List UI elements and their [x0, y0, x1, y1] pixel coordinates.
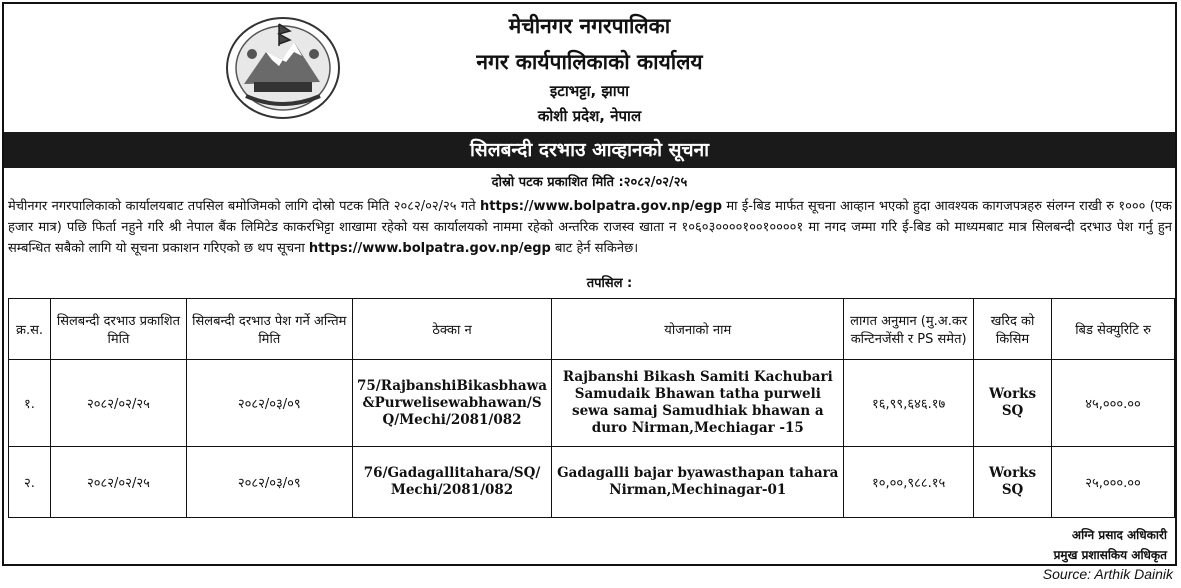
body-text-1: मेचीनगर नगरपालिकाको कार्यालयबाट तपसिल बमोजिमको लागि दोस्रो पटक मिति २०८२/०२/२५ गते: [8, 199, 481, 214]
notice-title-banner: सिलबन्दी दरभाउ आव्हानको सूचना: [4, 132, 1175, 168]
office-location: इटाभट्टा, झापा: [549, 82, 630, 100]
signatory-name: अग्नि प्रसाद अधिकारी: [1071, 528, 1167, 542]
table-row: [9, 360, 1175, 447]
bid-table: [8, 298, 1175, 518]
egp-link-2[interactable]: https://www.bolpatra.gov.np/egp: [308, 241, 551, 256]
table-row: [9, 447, 1175, 518]
body-text-2: मा ई-बिड मार्फत सूचना आव्हान भएको हुदा आवश्यक कागजपत्रहरु संलग्न राखी रु १००० (एक हजार मात्र) पछि फिर्ता नहुने गरि श्री नेपाल बैंक लिमिटेड काकरभिट्टा शाखामा रहेको यस कार्यालयको नाममा रहेको अन्तरिक राजस्व खाता न १०६०३००००१००१००००१ मा नगद जम्मा गरि ई-बिड को माध्यमबाट मात्र सिलबन्दी दरभाउ पेश गर्नु हुन सम्बन्धित सबैको लागि यो सूचना प्रकाशन गरिएको छ थप सूचना: [8, 199, 1173, 256]
body-text-3: बाट हेर्न सकिनेछ।: [550, 241, 639, 256]
col-header-publish-date: सिलबन्दी दरभाउ प्रकाशित मिति: [50, 299, 186, 360]
signatory-title: प्रमुख प्रशासकिय अधिकृत: [1053, 548, 1167, 562]
cell-bid-security: २५,०००.००: [1052, 447, 1175, 518]
cell-bid-security: ४५,०००.००: [1052, 360, 1175, 447]
col-header-sn: क्र.स.: [9, 299, 51, 360]
col-header-bid-security: बिड सेक्युरिटि रु: [1052, 299, 1175, 360]
notice-frame: [2, 2, 1177, 566]
cell-procurement-type: Works SQ: [974, 360, 1052, 447]
details-label: तपसिल :: [586, 276, 633, 291]
table-header-row: [9, 299, 1175, 360]
cell-last-date: २०८२/०३/०९: [186, 447, 352, 518]
col-header-contract-no: ठेक्का न: [352, 299, 552, 360]
egp-link[interactable]: https://www.bolpatra.gov.np/egp: [480, 199, 723, 214]
col-header-cost-estimate: लागत अनुमान (मु.अ.कर कन्टिनजेंसी र PS समेत): [844, 299, 974, 360]
cell-publish-date: २०८२/०२/२५: [50, 447, 186, 518]
office-name: नगर कार्यपालिकाको कार्यालय: [476, 50, 703, 74]
notice-header: [4, 4, 1175, 132]
col-header-last-date: सिलबन्दी दरभाउ पेश गर्ने अन्तिम मिति: [186, 299, 352, 360]
publication-date: दोस्रो पटक प्रकाशित मिति :२०८२/०२/२५: [491, 175, 688, 190]
municipality-name: मेचीनगर नगरपालिका: [508, 14, 671, 38]
cell-cost-estimate: १०,००,९८८.१५: [844, 447, 974, 518]
source-credit: Source: Arthik Dainik: [1042, 566, 1173, 582]
cell-contract-no: 75/RajbanshiBikasbhawa&Purwelisewabhawan/SQ/Mechi/2081/082: [352, 360, 552, 447]
col-header-procurement-type: खरिद को किसिम: [974, 299, 1052, 360]
cell-cost-estimate: १६,९९,६४६.१७: [844, 360, 974, 447]
notice-body: [8, 196, 1172, 259]
cell-project-name: Rajbanshi Bikash Samiti Kachubari Samudaik Bhawan tatha purweli sewa samaj Samudhiak bhawan a duro Nirman,Mechiagar -15: [552, 360, 844, 447]
province-country: कोशी प्रदेश, नेपाल: [537, 107, 642, 125]
col-header-project-name: योजनाको नाम: [552, 299, 844, 360]
cell-sn: २.: [9, 447, 51, 518]
cell-contract-no: 76/Gadagallitahara/SQ/Mechi/2081/082: [352, 447, 552, 518]
cell-procurement-type: Works SQ: [974, 447, 1052, 518]
cell-sn: १.: [9, 360, 51, 447]
cell-project-name: Gadagalli bajar byawasthapan tahara Nirman,Mechinagar-01: [552, 447, 844, 518]
cell-last-date: २०८२/०३/०९: [186, 360, 352, 447]
cell-publish-date: २०८२/०२/२५: [50, 360, 186, 447]
